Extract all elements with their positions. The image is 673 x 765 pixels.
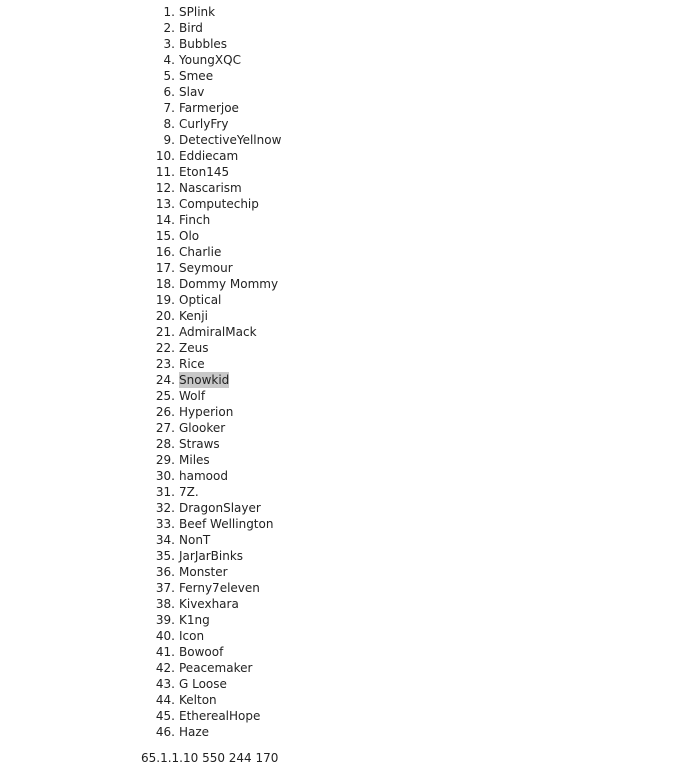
list-item[interactable] [0, 676, 281, 692]
list-item-number: 38. [155, 597, 175, 611]
list-item-name[interactable]: Ferny7eleven [179, 581, 260, 595]
list-item[interactable] [0, 484, 281, 500]
list-item-name[interactable]: Haze [179, 725, 210, 739]
list-item[interactable] [0, 324, 281, 340]
list-item-number: 28. [155, 437, 175, 451]
list-item[interactable] [0, 52, 281, 68]
list-item-name[interactable]: Glooker [179, 421, 226, 435]
list-item-name[interactable]: Hyperion [179, 405, 234, 419]
list-item[interactable] [0, 372, 281, 388]
list-item[interactable] [0, 548, 281, 564]
list-item-name[interactable]: Rice [179, 357, 205, 371]
list-item-name[interactable]: NonT [179, 533, 211, 547]
list-item-name[interactable]: Kelton [179, 693, 217, 707]
list-item-number: 44. [155, 693, 175, 707]
list-item-name[interactable]: CurlyFry [179, 117, 229, 131]
list-item[interactable] [0, 4, 281, 20]
list-item[interactable] [0, 116, 281, 132]
list-item-number: 11. [155, 165, 175, 179]
list-item-name[interactable]: Eddiecam [179, 149, 239, 163]
list-item[interactable] [0, 260, 281, 276]
list-item-name[interactable]: AdmiralMack [179, 325, 257, 339]
list-item-name[interactable]: Monster [179, 565, 228, 579]
list-item-name[interactable]: DetectiveYellnow [179, 133, 282, 147]
list-item-name[interactable]: Charlie [179, 245, 222, 259]
list-item[interactable] [0, 500, 281, 516]
list-item-number: 36. [155, 565, 175, 579]
list-item-name[interactable]: Kivexhara [179, 597, 239, 611]
list-item[interactable] [0, 724, 281, 740]
list-item[interactable] [0, 244, 281, 260]
list-item-name[interactable]: DragonSlayer [179, 501, 261, 515]
list-item[interactable] [0, 196, 281, 212]
list-item-number: 5. [163, 69, 175, 83]
list-item[interactable] [0, 532, 281, 548]
list-item-number: 7. [163, 101, 175, 115]
list-item-number: 35. [155, 549, 175, 563]
list-item-number: 4. [163, 53, 175, 67]
list-item-number: 23. [155, 357, 175, 371]
list-item-number: 34. [155, 533, 175, 547]
list-item-number: 12. [155, 181, 175, 195]
list-item[interactable] [0, 564, 281, 580]
list-item-number: 39. [155, 613, 175, 627]
list-item[interactable] [0, 436, 281, 452]
list-item[interactable] [0, 420, 281, 436]
list-item-number: 19. [155, 293, 175, 307]
list-item[interactable] [0, 516, 281, 532]
list-item[interactable] [0, 292, 281, 308]
list-item-number: 37. [155, 581, 175, 595]
list-item-name[interactable]: Peacemaker [179, 661, 253, 675]
list-item-name[interactable]: Eton145 [179, 165, 230, 179]
list-item[interactable] [0, 596, 281, 612]
list-item[interactable] [0, 404, 281, 420]
list-item-name[interactable]: Farmerjoe [179, 101, 239, 115]
list-item-number: 3. [163, 37, 175, 51]
list-item-number: 22. [155, 341, 175, 355]
list-item-number: 21. [155, 325, 175, 339]
list-item-name[interactable]: Icon [179, 629, 205, 643]
list-item-number: 30. [155, 469, 175, 483]
list-item-name[interactable]: Nascarism [179, 181, 242, 195]
list-item-name[interactable]: Bowoof [179, 645, 224, 659]
list-item-number: 33. [155, 517, 175, 531]
list-item-number: 6. [163, 85, 175, 99]
list-item-name[interactable]: Seymour [179, 261, 233, 275]
list-item-name[interactable]: hamood [179, 469, 228, 483]
list-item-name[interactable]: Straws [179, 437, 220, 451]
list-item-number: 1. [163, 5, 175, 19]
list-item-number: 17. [155, 261, 175, 275]
list-item-number: 20. [155, 309, 175, 323]
list-item-number: 43. [155, 677, 175, 691]
list-item-number: 16. [155, 245, 175, 259]
list-item-number: 27. [155, 421, 175, 435]
list-item[interactable] [0, 212, 281, 228]
list-item[interactable] [0, 628, 281, 644]
footer-text: 65.1.1.10 550 244 170 [141, 751, 279, 765]
list-item-name[interactable]: Olo [179, 229, 200, 243]
list-item[interactable] [0, 644, 281, 660]
list-item[interactable] [0, 580, 281, 596]
list-item-number: 25. [155, 389, 175, 403]
list-item[interactable] [0, 164, 281, 180]
list-item[interactable] [0, 180, 281, 196]
list-item[interactable] [0, 612, 281, 628]
list-item-number: 42. [155, 661, 175, 675]
list-item[interactable] [0, 20, 281, 36]
list-item-name[interactable]: SPlink [179, 5, 216, 19]
list-item-name[interactable]: Bird [179, 21, 203, 35]
list-item[interactable] [0, 132, 281, 148]
list-item[interactable] [0, 340, 281, 356]
list-item[interactable] [0, 84, 281, 100]
list-item-name[interactable]: JarJarBinks [179, 549, 244, 563]
list-item-number: 18. [155, 277, 175, 291]
list-item[interactable] [0, 36, 281, 52]
list-item-number: 46. [155, 725, 175, 739]
list-item-number: 15. [155, 229, 175, 243]
list-item[interactable] [0, 356, 281, 372]
list-item[interactable] [0, 148, 281, 164]
list-item-name[interactable]: Computechip [179, 197, 259, 211]
list-item-number: 26. [155, 405, 175, 419]
list-item-name[interactable]: Finch [179, 213, 211, 227]
list-item-number: 45. [155, 709, 175, 723]
list-item-name[interactable]: Slav [179, 85, 205, 99]
list-item-name[interactable]: G Loose [179, 677, 227, 691]
list-item-number: 2. [163, 21, 175, 35]
list-item-name[interactable]: Wolf [179, 389, 206, 403]
list-item[interactable] [0, 452, 281, 468]
list-item-number: 13. [155, 197, 175, 211]
list-item[interactable] [0, 228, 281, 244]
list-item[interactable] [0, 100, 281, 116]
list-item-number: 32. [155, 501, 175, 515]
list-item[interactable] [0, 692, 281, 708]
list-item-name[interactable]: EtherealHope [179, 709, 261, 723]
list-item-name[interactable]: Optical [179, 293, 222, 307]
list-item[interactable] [0, 276, 281, 292]
list-item-name[interactable]: Dommy Mommy [179, 277, 279, 291]
list-item-name[interactable]: Bubbles [179, 37, 228, 51]
list-item-number: 9. [163, 133, 175, 147]
list-item-number: 10. [155, 149, 175, 163]
list-item-number: 40. [155, 629, 175, 643]
list-item-number: 24. [155, 373, 175, 387]
list-item-name[interactable]: Kenji [179, 309, 208, 323]
list-item-number: 31. [155, 485, 175, 499]
list-item[interactable] [0, 308, 281, 324]
list-item-number: 8. [163, 117, 175, 131]
list-item-name[interactable]: K1ng [179, 613, 210, 627]
list-item-name[interactable]: Zeus [179, 341, 209, 355]
list-item-name-selected[interactable]: Snowkid [179, 373, 230, 387]
list-item[interactable] [0, 388, 281, 404]
list-item[interactable] [0, 68, 281, 84]
list-item[interactable] [0, 468, 281, 484]
name-list [0, 4, 281, 740]
list-item[interactable] [0, 708, 281, 724]
list-item-name[interactable]: YoungXQC [179, 53, 241, 67]
list-item-number: 14. [155, 213, 175, 227]
list-item-number: 41. [155, 645, 175, 659]
list-item-number: 29. [155, 453, 175, 467]
list-item-name[interactable]: 7Z. [179, 485, 199, 499]
list-item-name[interactable]: Miles [179, 453, 210, 467]
list-item[interactable] [0, 660, 281, 676]
list-item-name[interactable]: Beef Wellington [179, 517, 274, 531]
list-item-name[interactable]: Smee [179, 69, 214, 83]
